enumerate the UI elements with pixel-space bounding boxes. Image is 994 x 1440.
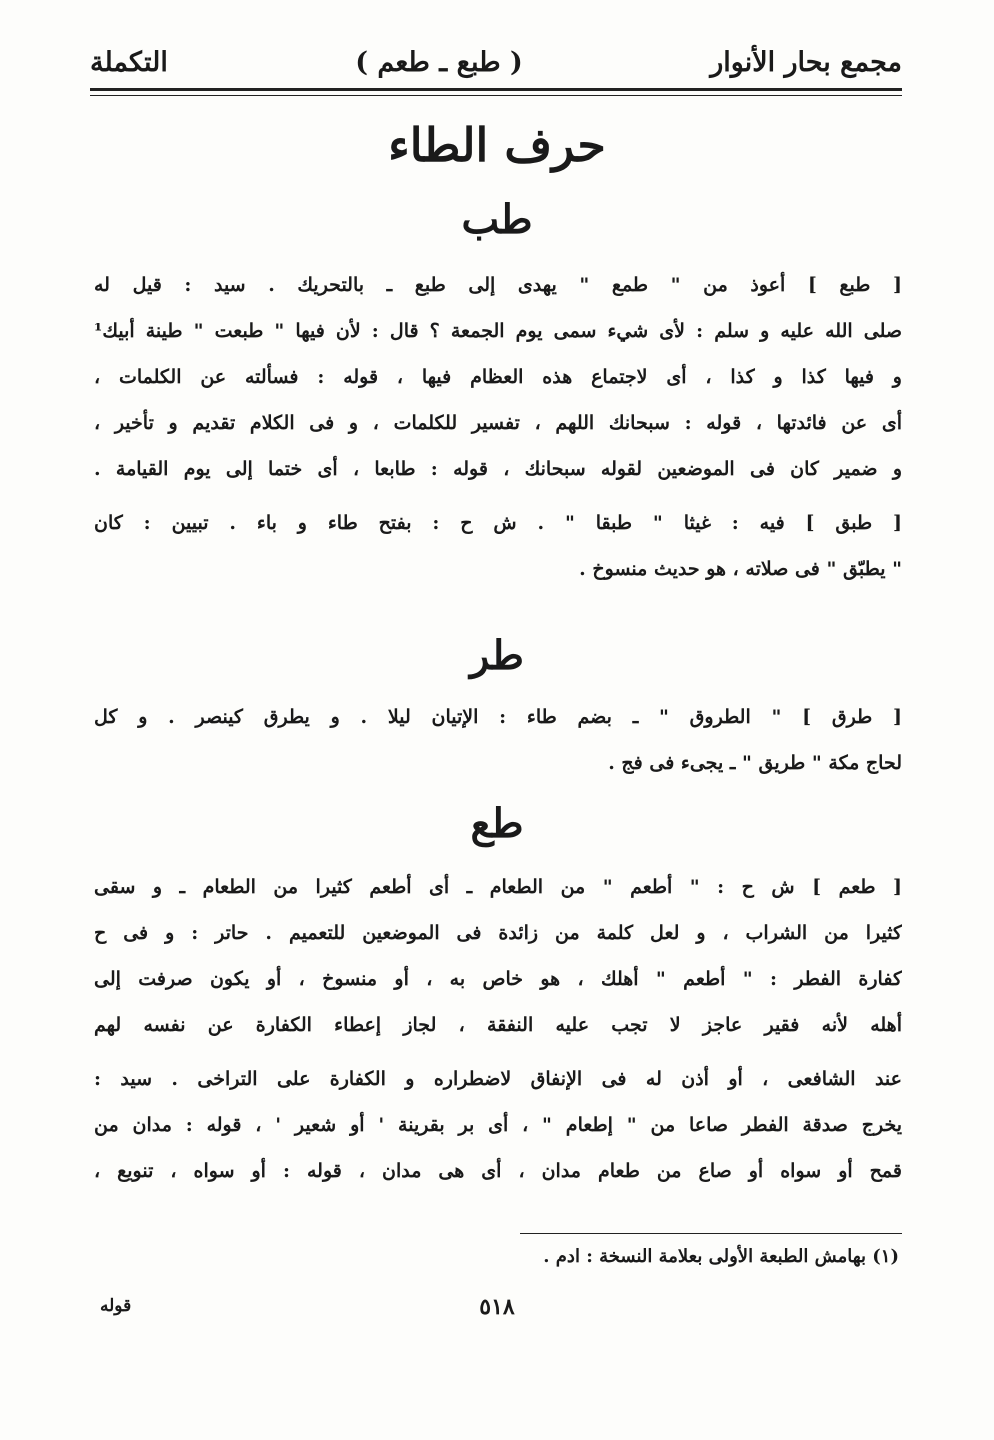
catchword: قوله	[100, 1296, 132, 1316]
footnote-rule	[520, 1233, 902, 1234]
running-header	[90, 40, 902, 84]
text-line: " يطبّق " فى صلاته ، هو حديث منسوخ .	[579, 558, 902, 580]
header-entry-range: ( طبع ـ طعم )	[355, 46, 523, 78]
text-line: [ طبع ] أعوذ من " طمع " يهدى إلى طبع ـ بالتحريك . سيد : قيل له	[94, 274, 902, 296]
header-section: التكملة	[90, 46, 168, 78]
page-number: ٥١٨	[479, 1294, 515, 1320]
header-rule-thick	[90, 88, 902, 91]
header-book-title: مجمع بحار الأنوار	[710, 46, 902, 78]
text-line: أى عن فائدتها ، قوله : سبحانك اللهم ، تفسير للكلمات ، و فى الكلام تقديم و تأخير ،	[94, 412, 902, 434]
text-line: قمح أو سواه أو صاع من طعام مدان ، أى هى مدان ، قوله : أو سواه ، تنويع ،	[94, 1160, 902, 1182]
footnote: (١) بهامش الطبعة الأولى بعلامة النسخة : ادم .	[543, 1246, 899, 1267]
header-rule-thin	[90, 95, 902, 96]
text-line: يخرج صدقة الفطر صاعا من " إطعام " ، أى بر بقرينة ' أو شعير ' ، قوله : مدان من	[94, 1114, 902, 1136]
section-body-tab	[94, 262, 902, 592]
section-heading-tar: طر	[470, 632, 524, 679]
text-line: أهله لأنه فقير عاجز لا تجب عليه النفقة ، لجاز إعطاء الكفارة عن نفسه لهم	[94, 1014, 902, 1036]
text-line: كفارة الفطر : " أطعم " أهلك ، هو خاص به ، أو منسوخ ، أو يكون صرفت إلى	[94, 968, 902, 990]
section-heading-tab: طب	[461, 196, 533, 243]
text-line: لحاج مكة " طريق " ـ يجىء فى فج .	[608, 752, 902, 774]
text-line: [ طبق ] فيه : غيثا " طبقا " . ش ح : بفتح طاء و باء . تبيين : كان	[94, 512, 902, 534]
section-body-taa	[94, 864, 902, 1194]
text-line: و فيها كذا و كذا ، أى لاجتماع هذه العظام فيها ، قوله : فسألته عن الكلمات ،	[94, 366, 902, 388]
text-line: [ طرق ] " الطروق " ـ بضم طاء : الإتيان ليلا . و يطرق كينصر . و كل	[94, 706, 902, 728]
section-heading-taa: طع	[470, 800, 524, 847]
text-line: عند الشافعى ، أو أذن له فى الإنفاق لاضطراره و الكفارة على التراخى . سيد :	[94, 1068, 902, 1090]
section-body-tar	[94, 694, 902, 786]
text-line: صلى الله عليه و سلم : لأى شيء سمى يوم الجمعة ؟ قال : لأن فيها " طبعت " طينة أبيك¹	[94, 320, 902, 342]
chapter-title: حرف الطاء	[388, 118, 606, 172]
text-line: كثيرا من الشراب ، و لعل كلمة من زائدة فى الموضعين للتعميم . حاتر : و فى ح	[94, 922, 902, 944]
text-line: و ضمير كان فى الموضعين لقوله سبحانك ، قوله : طابعا ، أى ختما إلى يوم القيامة .	[94, 458, 902, 480]
text-line: [ طعم ] ش ح : " أطعم " من الطعام ـ أى أطعم كثيرا من الطعام ـ و سقى	[94, 876, 902, 898]
